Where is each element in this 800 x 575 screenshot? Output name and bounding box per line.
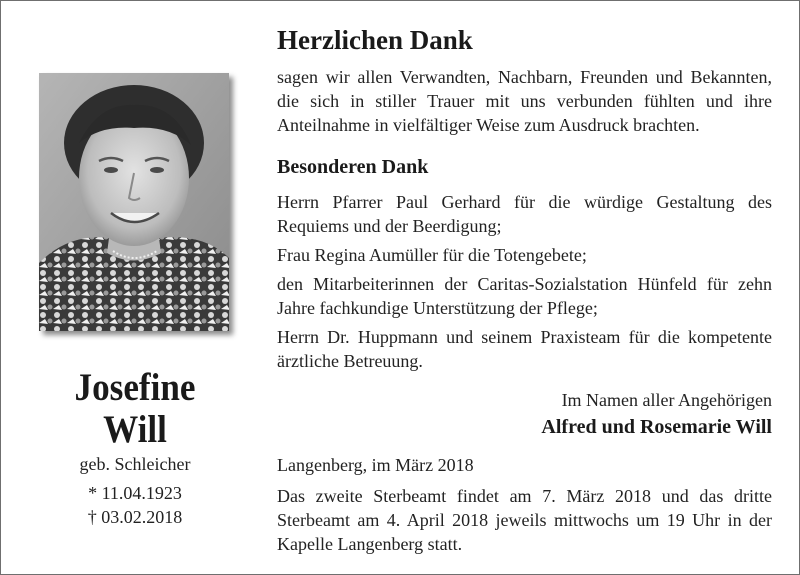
portrait-image: [39, 73, 229, 331]
mass-info-paragraph: Das zweite Sterbeamt findet am 7. März 2018 und das dritte Sterbeamt am 4. April 2018 jeweils mittwochs um 19 Uhr in der Kapelle Langenberg statt.: [277, 486, 772, 554]
birth-date: * 11.04.1923: [88, 483, 182, 503]
maiden-name: geb. Schleicher: [79, 454, 191, 474]
signature-names: Alfred und Rosemarie Will: [541, 416, 772, 438]
special-thanks-heading: Besonderen Dank: [277, 156, 429, 178]
deceased-last-name: Will: [103, 408, 167, 451]
main-heading: Herzlichen Dank: [277, 25, 473, 55]
thanks-item-doctor: Herrn Dr. Huppmann und seinem Praxisteam für die kompetente ärztliche Betreuung.: [277, 327, 772, 371]
portrait-photo: [39, 73, 229, 331]
place-date: Langenberg, im März 2018: [277, 455, 474, 475]
thanks-item-caritas: den Mitarbeiterinnen der Caritas-Sozialstation Hünfeld für zehn Jahre fachkundige Unterstützung der Pflege;: [277, 274, 772, 318]
thanks-item-pastor: Herrn Pfarrer Paul Gerhard für die würdige Gestaltung des Requiems und der Beerdigung;: [277, 192, 772, 236]
intro-paragraph: sagen wir allen Verwandten, Nachbarn, Freunden und Bekannten, die sich in stiller Trauer mit uns verbunden fühlten und ihre Anteilnahme in vielfältiger Weise zum Ausdruck brachten.: [277, 67, 772, 135]
thanks-item-prayers: Frau Regina Aumüller für die Totengebete;: [277, 245, 587, 265]
signature-intro: Im Namen aller Angehörigen: [561, 390, 772, 410]
death-date: † 03.02.2018: [87, 507, 183, 527]
deceased-first-name: Josefine: [74, 366, 196, 409]
special-thanks-list: [277, 190, 772, 378]
